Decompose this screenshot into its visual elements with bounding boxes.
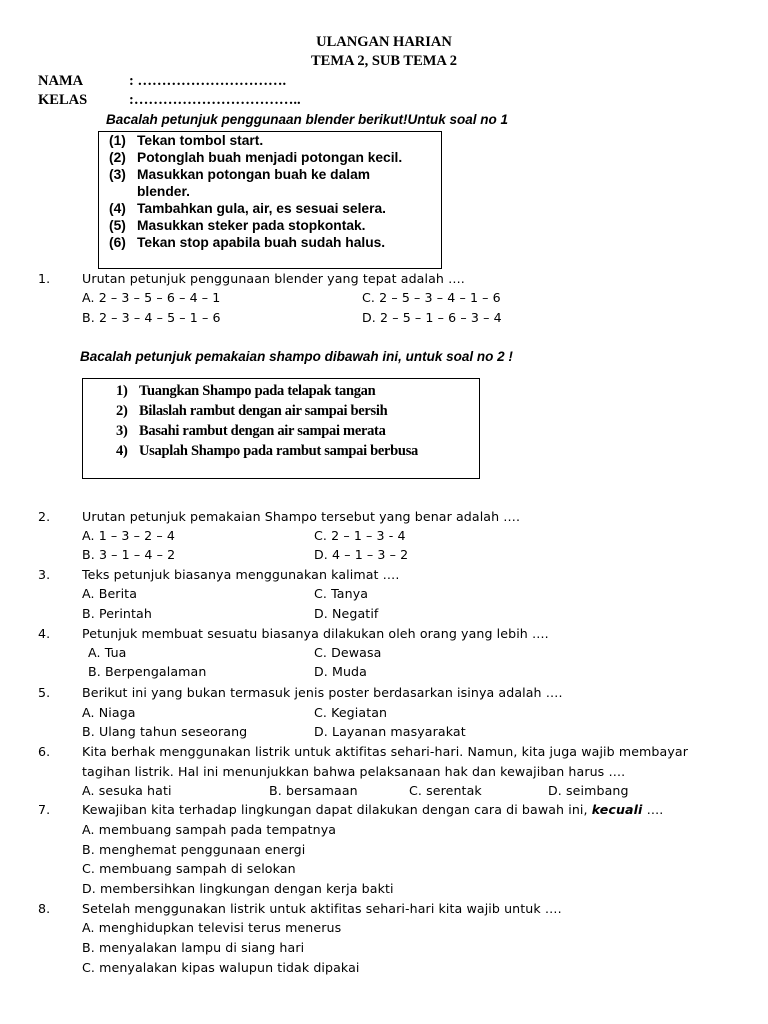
- question-number: 3.: [38, 567, 51, 582]
- option-a: A. menghidupkan televisi terus menerus: [82, 920, 342, 935]
- shampo-step-text: Usaplah Shampo pada rambut sampai berbusa: [139, 443, 418, 459]
- question-text-main: Kewajiban kita terhadap lingkungan dapat dilakukan dengan cara di bawah ini,: [82, 802, 592, 817]
- question-number: 2.: [38, 509, 51, 524]
- question-text-end: ….: [642, 802, 664, 817]
- option-a: A. Niaga: [82, 705, 136, 720]
- blender-step-text: Potonglah buah menjadi potongan kecil.: [137, 150, 403, 165]
- blender-step-num: (2): [109, 150, 126, 165]
- blender-step-num: (5): [109, 218, 126, 233]
- question-text: Urutan petunjuk pemakaian Shampo tersebut yang benar adalah ….: [82, 509, 521, 524]
- option-a: A. Berita: [82, 586, 138, 601]
- option-b: B. 3 – 1 – 4 – 2: [82, 547, 176, 562]
- page-title: ULANGAN HARIAN: [316, 34, 452, 50]
- shampo-step-num: 4): [116, 443, 128, 459]
- option-b: B. Perintah: [82, 606, 152, 621]
- page-subtitle: TEMA 2, SUB TEMA 2: [311, 53, 457, 69]
- question-number: 8.: [38, 901, 51, 916]
- option-d: D. Negatif: [314, 606, 379, 621]
- shampo-instruction: Bacalah petunjuk pemakaian shampo dibawah ini, untuk soal no 2 !: [80, 349, 513, 364]
- option-c: C. serentak: [409, 783, 482, 798]
- option-a: A. 2 – 3 – 5 – 6 – 4 – 1: [82, 290, 221, 305]
- option-b: B. bersamaan: [269, 783, 358, 798]
- option-c: C. Dewasa: [314, 645, 382, 660]
- kelas-field: :……………………………..: [129, 92, 301, 108]
- option-c: C. Tanya: [314, 586, 369, 601]
- option-c: C. menyalakan kipas walupun tidak dipakai: [82, 960, 360, 975]
- option-a: A. Tua: [88, 645, 127, 660]
- blender-step-num: (3): [109, 167, 126, 182]
- question-text: [82, 802, 663, 817]
- option-d: D. membersihkan lingkungan dengan kerja bakti: [82, 881, 394, 896]
- shampo-step-text: Tuangkan Shampo pada telapak tangan: [139, 383, 376, 399]
- blender-step-text: Tekan tombol start.: [137, 133, 264, 148]
- question-text: Petunjuk membuat sesuatu biasanya dilakukan oleh orang yang lebih ….: [82, 626, 549, 641]
- question-text: Urutan petunjuk penggunaan blender yang tepat adalah ….: [82, 271, 465, 286]
- option-b: B. Berpengalaman: [88, 664, 207, 679]
- option-d: D. Muda: [314, 664, 367, 679]
- emphasis-kecuali: kecuali: [591, 802, 643, 817]
- blender-step-text: Tambahkan gula, air, es sesuai selera.: [137, 201, 386, 216]
- option-d: D. Layanan masyarakat: [314, 724, 466, 739]
- option-b: B. 2 – 3 – 4 – 5 – 1 – 6: [82, 310, 221, 325]
- blender-step-text: Tekan stop apabila buah sudah halus.: [137, 235, 386, 250]
- option-a: A. sesuka hati: [82, 783, 172, 798]
- option-c: C. Kegiatan: [314, 705, 388, 720]
- option-a: A. 1 – 3 – 2 – 4: [82, 528, 175, 543]
- question-text: Kita berhak menggunakan listrik untuk aktifitas sehari-hari. Namun, kita juga wajib membayar: [82, 744, 688, 759]
- option-d: D. seimbang: [548, 783, 629, 798]
- option-b: B. menghemat penggunaan energi: [82, 842, 306, 857]
- nama-field: : ………………………….: [129, 73, 287, 89]
- question-number: 1.: [38, 271, 51, 286]
- blender-step-text: Masukkan potongan buah ke dalam: [137, 167, 371, 182]
- question-number: 6.: [38, 744, 51, 759]
- option-d: D. 4 – 1 – 3 – 2: [314, 547, 409, 562]
- blender-step-num: (4): [109, 201, 126, 216]
- option-c: C. 2 – 1 – 3 - 4: [314, 528, 406, 543]
- question-number: 4.: [38, 626, 51, 641]
- shampo-step-num: 3): [116, 423, 128, 439]
- option-c: C. membuang sampah di selokan: [82, 861, 296, 876]
- question-text: Berikut ini yang bukan termasuk jenis poster berdasarkan isinya adalah ….: [82, 685, 563, 700]
- question-text: Setelah menggunakan listrik untuk aktifitas sehari-hari kita wajib untuk ….: [82, 901, 562, 916]
- option-a: A. membuang sampah pada tempatnya: [82, 822, 337, 837]
- shampo-step-num: 2): [116, 403, 128, 419]
- question-text: tagihan listrik. Hal ini menunjukkan bahwa pelaksanaan hak dan kewajiban harus ….: [82, 764, 626, 779]
- nama-label: NAMA: [38, 73, 84, 89]
- option-b: B. menyalakan lampu di siang hari: [82, 940, 305, 955]
- question-text: Teks petunjuk biasanya menggunakan kalimat ….: [82, 567, 400, 582]
- blender-instruction: Bacalah petunjuk penggunaan blender berikut!Untuk soal no 1: [106, 112, 509, 127]
- option-d: D. 2 – 5 – 1 – 6 – 3 – 4: [362, 310, 502, 325]
- option-c: C. 2 – 5 – 3 – 4 – 1 – 6: [362, 290, 501, 305]
- blender-step-text: Masukkan steker pada stopkontak.: [137, 218, 366, 233]
- shampo-step-text: Bilaslah rambut dengan air sampai bersih: [139, 403, 388, 419]
- kelas-label: KELAS: [38, 92, 88, 108]
- shampo-step-text: Basahi rambut dengan air sampai merata: [139, 423, 386, 439]
- question-number: 7.: [38, 802, 51, 817]
- blender-step-num: (1): [109, 133, 126, 148]
- question-number: 5.: [38, 685, 51, 700]
- blender-step-num: (6): [109, 235, 126, 250]
- shampo-step-num: 1): [116, 383, 128, 399]
- option-b: B. Ulang tahun seseorang: [82, 724, 248, 739]
- blender-step-text: blender.: [137, 184, 190, 199]
